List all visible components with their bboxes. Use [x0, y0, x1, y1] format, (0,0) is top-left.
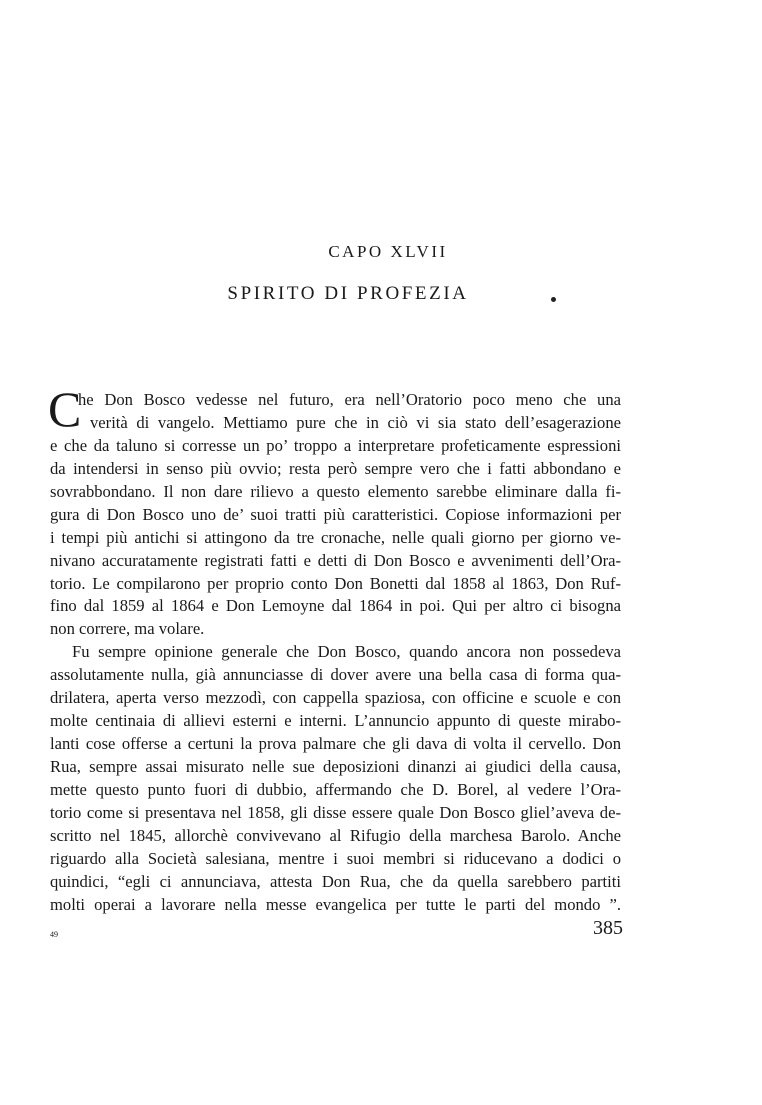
text-line: nivano accuratamente registrati fatti e detti di Don Bosco e avvenimenti dell’Ora- — [50, 550, 621, 570]
text-line: fino dal 1859 al 1864 e Don Lemoyne dal 1864 in poi. Qui per altro ci bisogna — [50, 596, 621, 616]
scan-speck — [551, 297, 556, 302]
text-line: non correre, ma volare. — [50, 619, 205, 639]
text-line: torio come si presentava nel 1858, gli disse essere quale Don Bosco gliel’aveva de- — [50, 802, 621, 822]
page-number: 385 — [593, 917, 623, 939]
body-text — [48, 381, 621, 917]
text-line: e che da taluno si corresse un po’ troppo a interpretare profeticamente espressioni — [50, 435, 621, 455]
text-line: mette questo punto fuori di dubbio, affermando che D. Borel, al vedere l’Ora- — [50, 779, 621, 799]
text-line: sovrabbondano. Il non dare rilievo a questo elemento sarebbe eliminare dalla fi- — [50, 481, 621, 501]
text-line: quindici, “egli ci annunciava, attesta Don Rua, che da quella sarebbero partiti — [50, 871, 621, 891]
text-line: lanti cose offerse a certuni la prova palmare che gli dava di volta il cervello. Don — [50, 734, 621, 754]
paragraph-1 — [48, 381, 621, 641]
chapter-number: CAPO XLVII — [328, 242, 448, 261]
text-line: gura di Don Bosco uno de’ suoi tratti più caratteristici. Copiose informazioni per — [50, 504, 621, 524]
text-line: Rua, sempre assai misurato nelle sue deposizioni dinanzi ai giudici della causa, — [50, 757, 621, 776]
text-line: riguardo alla Società salesiana, mentre i suoi membri si riducevano a dodici o — [50, 848, 621, 868]
drop-cap: C — [48, 381, 82, 437]
text-line: molte centinaia di allievi esterni e interni. L’annuncio appunto di queste mirabo- — [50, 711, 621, 731]
text-line: torio. Le compilarono per proprio conto Don Bonetti dal 1858 al 1863, Don Ruf- — [50, 573, 621, 593]
text-line: assolutamente nulla, già annunciasse di dover avere una bella casa di forma qua- — [50, 665, 621, 685]
printer-signature: 49 — [50, 930, 58, 939]
paragraph-2 — [50, 641, 621, 916]
text-line: he Don Bosco vedesse nel futuro, era nell’Oratorio poco meno che una — [78, 390, 621, 409]
text-line: da intendersi in senso più ovvio; resta però sempre vero che i fatti abbondano e — [50, 458, 621, 478]
text-line: i tempi più antichi si attingono da tre cronache, nelle quali giorno per giorno ve- — [50, 527, 621, 547]
text-line: scritto nel 1845, allorchè convivevano al Rifugio della marchesa Barolo. Anche — [50, 825, 621, 845]
text-line: Fu sempre opinione generale che Don Bosco, quando ancora non possedeva — [72, 642, 621, 662]
chapter-title: SPIRITO DI PROFEZIA — [227, 283, 469, 304]
text-line: verità di vangelo. Mettiamo pure che in ciò vi sia stato dell’esagerazione — [90, 412, 621, 432]
text-line: molti operai a lavorare nella messe evangelica per tutte le parti del mondo ”. — [50, 894, 621, 914]
text-line: drilatera, aperta verso mezzodì, con cappella spaziosa, con officine e scuole e con — [50, 688, 621, 708]
